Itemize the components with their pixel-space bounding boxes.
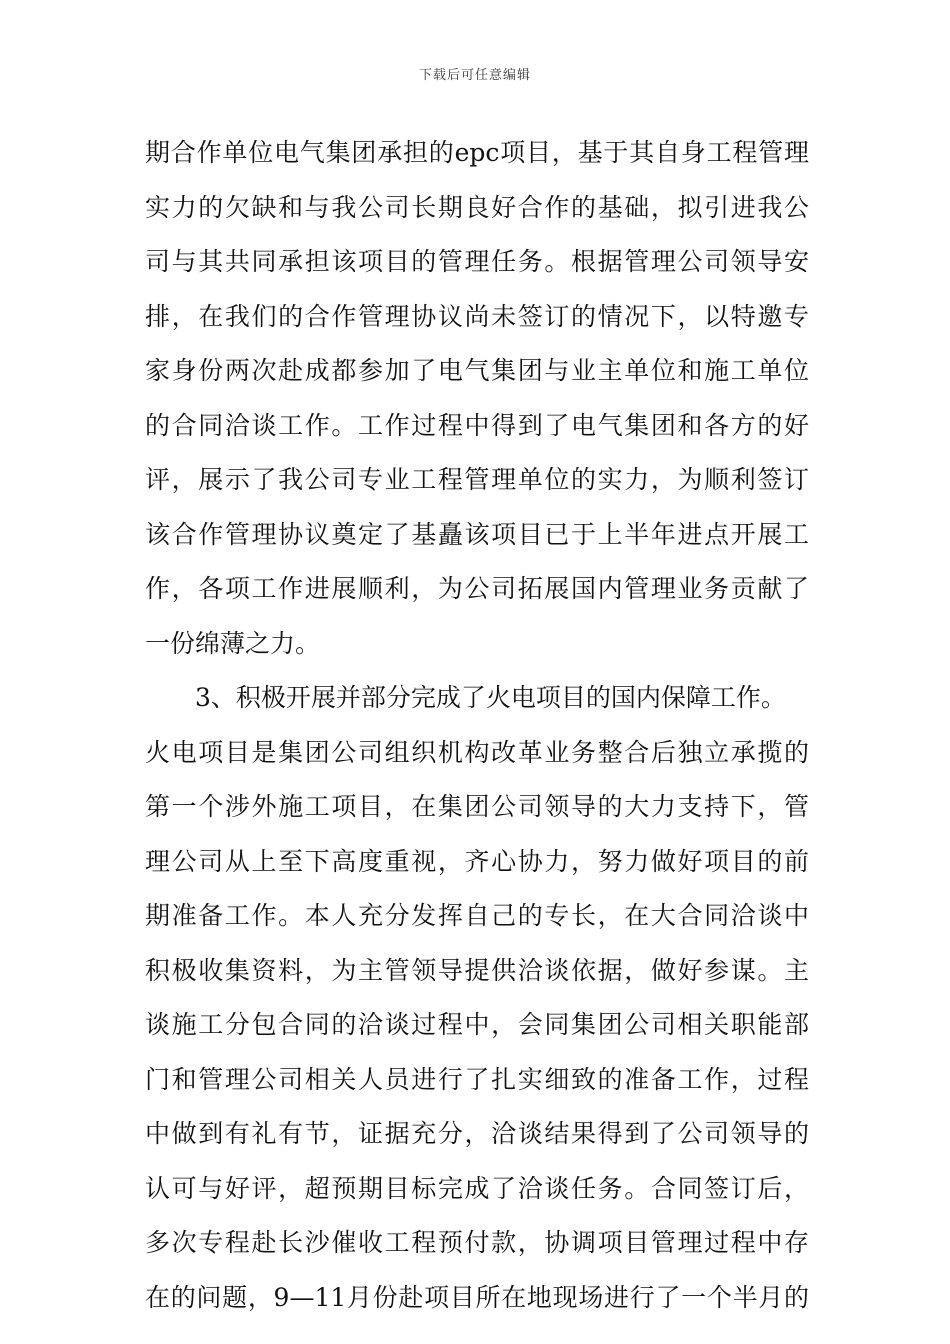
text-line: 评，展示了我公司专业工程管理单位的实力，为顺利签订 [145,465,809,494]
text-line: 司与其共同承担该项目的管理任务。根据管理公司领导安 [145,247,809,276]
document-body [145,126,809,1325]
text-line: 的合同洽谈工作。工作过程中得到了电气集团和各方的好 [145,410,809,440]
text-line: 认可与好评，超预期目标完成了洽谈任务。合同签订后， [145,1173,809,1203]
page-header-note: 下载后可任意编辑 [418,68,531,83]
text-line: 家身份两次赴成都参加了电气集团与业主单位和施工单位 [145,356,809,385]
text-line: 该合作管理协议奠定了基矗该项目已于上半年进点开展工 [145,519,809,549]
text-line: 中做到有礼有节，证据充分，洽谈结果得到了公司领导的 [145,1119,809,1148]
text-line: 3、积极开展并部分完成了火电项目的国内保障工作。 [195,683,786,712]
paragraph-2 [145,671,809,1325]
text-line: 积极收集资料，为主管领导提供洽谈依据，做好参谋。主 [145,955,809,985]
text-line: 多次专程赴长沙催收工程预付款，协调项目管理过程中存 [145,1228,809,1257]
text-line: 火电项目是集团公司组织机构改革业务整合后独立承揽的 [145,737,809,767]
text-line: 一份绵薄之力。 [145,628,321,658]
text-line: 期合作单位电气集团承担的epc项目，基于其自身工程管理 [145,138,809,167]
text-line: 谈施工分包合同的洽谈过程中，会同集团公司相关职能部 [145,1010,809,1039]
text-line: 理公司从上至下高度重视，齐心协力，努力做好项目的前 [145,846,809,876]
text-line: 门和管理公司相关人员进行了扎实细致的准备工作，过程 [145,1064,809,1094]
text-line: 实力的欠缺和与我公司长期良好合作的基础，拟引进我公 [145,192,809,222]
text-line: 第一个涉外施工项目，在集团公司领导的大力支持下，管 [145,792,809,821]
text-line: 排，在我们的合作管理协议尚未签订的情况下，以特邀专 [145,301,809,331]
paragraph-1 [145,126,809,671]
text-line: 期准备工作。本人充分发挥自己的专长，在大合同洽谈中 [145,901,809,930]
text-line: 在的问题，9—11月份赴项目所在地现场进行了一个半月的 [145,1282,809,1312]
text-line: 作，各项工作进展顺利，为公司拓展国内管理业务贡献了 [145,574,809,603]
